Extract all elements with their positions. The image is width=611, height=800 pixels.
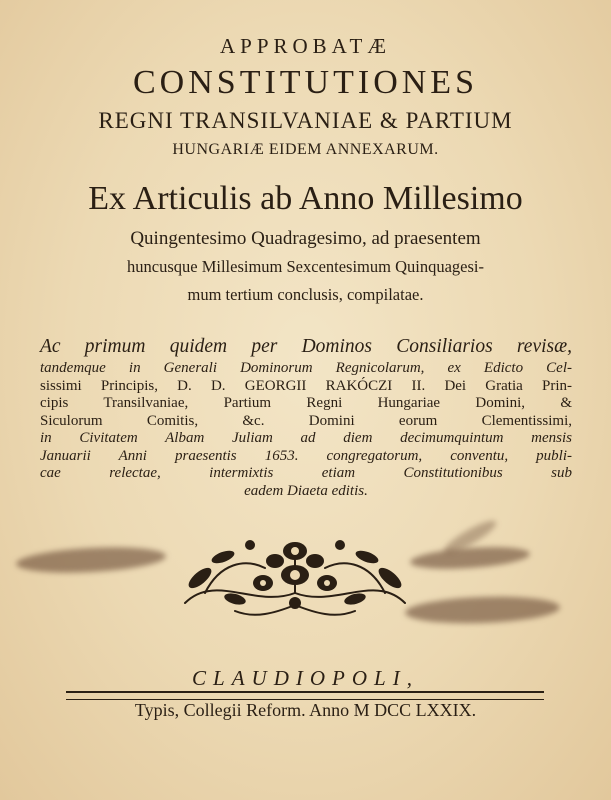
title-line-approbatae: APPROBATÆ	[219, 34, 392, 58]
ink-stain	[15, 544, 166, 576]
paragraph-line: Januarii Anni praesentis 1653. congregatorum, conventu, publi-	[40, 447, 572, 464]
paragraph-line: in Civitatem Albam Juliam ad diem decimumquintum mensis	[40, 430, 572, 446]
ink-stain	[409, 544, 530, 572]
paragraph-line: sissimi Principis, D. D. GEORGII RAKÓCZI II. Dei Gratia Prin-	[40, 377, 572, 394]
imprint-printer-line: Typis, Collegii Reform. Anno M DCC LXXIX.	[134, 700, 477, 720]
paragraph-line: cipis Transilvaniae, Partium Regni Hungariae Domini, &	[40, 395, 572, 411]
paragraph-line: tandemque in Generali Dominorum Regnicolarum, ex Edicto Cel-	[40, 360, 572, 376]
title-line-regni: REGNI TRANSILVANIAE & PARTIUM	[98, 108, 513, 133]
title-line-hungariae: HUNGARIÆ EIDEM ANNEXARUM.	[172, 141, 439, 158]
subtitle-line-4: mum tertium conclusis, compilatae.	[187, 285, 424, 304]
paragraph-line: Siculorum Comitis, &c. Domini eorum Clementissimi,	[40, 412, 572, 429]
subtitle-line-1: Ex Articulis ab Anno Millesimo	[88, 180, 523, 217]
subtitle-line-3: huncusque Millesimum Sexcentesimum Quinquagesi-	[127, 257, 484, 276]
imprint-city: CLAUDIOPOLI,	[192, 666, 419, 690]
ink-stain	[405, 594, 561, 625]
description-paragraph	[40, 334, 572, 500]
paragraph-line: cae relectae, intermixtis etiam Constitutionibus sub	[40, 465, 572, 481]
paragraph-line: eadem Diaeta editis.	[244, 482, 368, 499]
floral-vignette-icon	[175, 533, 415, 619]
paragraph-line: Ac primum quidem per Dominos Consiliarios revisæ,	[40, 336, 572, 357]
double-rule-divider	[66, 691, 544, 700]
title-line-constitutiones: CONSTITUTIONES	[133, 64, 478, 101]
subtitle-line-2: Quingentesimo Quadragesimo, ad praesentem	[130, 228, 481, 249]
